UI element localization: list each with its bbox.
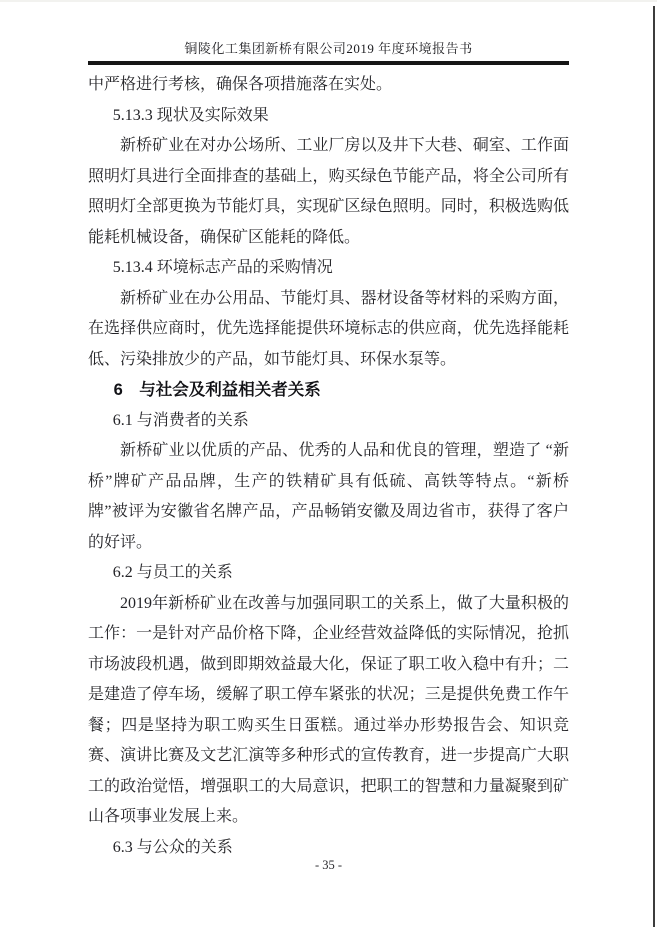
paragraph-continuation: 中严格进行考核，确保各项措施落在实处。 [88, 76, 393, 93]
section-heading: 6.3 与公众的关系 [112, 838, 233, 856]
running-header-title: 铜陵化工集团新桥有限公司2019 年度环境报告书 [184, 41, 473, 56]
section-heading: 5.13.3 现状及实际效果 [112, 106, 269, 124]
paragraph: 新桥矿业在对办公场所、工业厂房以及井下大巷、硐室、工作面照明灯具进行全面排查的基础上，购买绿色节能产品，将全公司所有照明灯全部更换为节能灯具，实现矿区绿色照明。同时，积极选购低能耗机械设备，确保矿区能耗的降低。 [88, 137, 569, 246]
document-body [88, 70, 569, 863]
page-number: - 35 - [314, 858, 343, 872]
chapter-heading: 6 与社会及利益相关者关系 [113, 381, 321, 399]
header-rule [88, 61, 569, 65]
scan-edge-right [653, 6, 655, 927]
paragraph: 新桥矿业在办公用品、节能灯具、器材设备等材料的采购方面，在选择供应商时，优先选择能提供环境标志的供应商，优先选择能耗低、污染排放少的产品，如节能灯具、环保水泵等。 [88, 289, 569, 368]
section-heading: 6.2 与员工的关系 [112, 564, 233, 581]
scan-edge-top [0, 0, 657, 2]
section-heading: 6.1 与消费者的关系 [112, 411, 249, 429]
paragraph: 2019年新桥矿业在改善与加强同职工的关系上，做了大量积极的工作：一是针对产品价格下降，企业经营效益降低的实际情况，抢抓市场波段机遇，做到即期效益最大化，保证了职工收入稳中有升；二是建造了停车场，缓解了职工停车紧张的状况；三是提供免费工作午餐；四是坚持为职工购买生日蛋糕。通过举办形势报告会、知识竞赛、演讲比赛及文艺汇演等多种形式的宣传教育，进一步提高广大职工的政治觉悟，增强职工的大局意识，把职工的智慧和力量凝聚到矿山各项事业发展上来。 [88, 594, 569, 825]
section-heading: 5.13.4 环境标志产品的采购情况 [112, 259, 333, 276]
paragraph: 新桥矿业以优质的产品、优秀的人品和优良的管理，塑造了 “新桥”牌矿产品品牌，生产的铁精矿具有低硫、高铁等特点。“新桥牌”被评为安徽省名牌产品，产品畅销安徽及周边省市，获得了客户的好评。 [88, 442, 569, 551]
